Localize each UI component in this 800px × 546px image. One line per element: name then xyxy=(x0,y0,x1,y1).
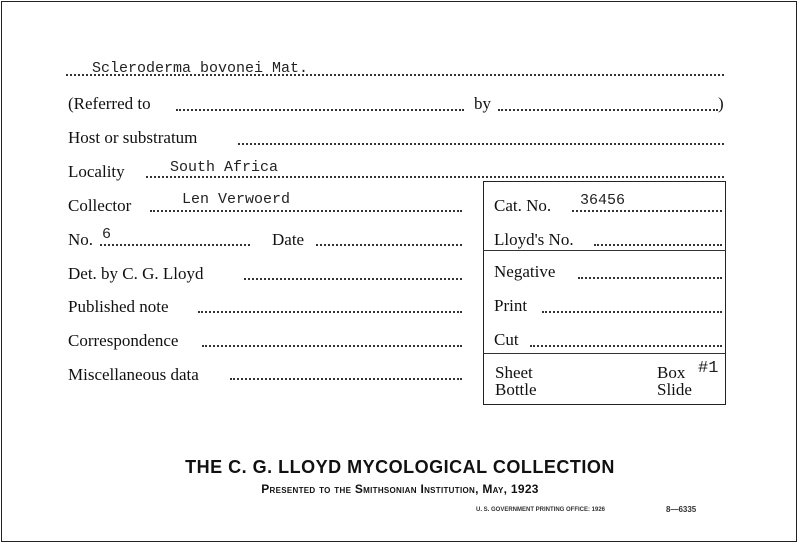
sheet-label: Sheet xyxy=(495,363,533,382)
slide-label: Slide xyxy=(657,380,692,399)
cat-no-line xyxy=(572,210,722,212)
negative-line xyxy=(578,277,722,279)
locality-label: Locality xyxy=(68,162,125,181)
number-label: No. xyxy=(68,230,94,249)
by-line xyxy=(498,109,718,111)
form-number: 8—6335 xyxy=(666,505,697,514)
print-label: Print xyxy=(494,296,528,315)
published-note-line xyxy=(198,311,462,313)
number-line xyxy=(100,244,250,246)
cat-no-value: 36456 xyxy=(580,192,626,209)
determined-by-label: Det. by C. G. Lloyd xyxy=(68,264,204,283)
species-name: Scleroderma bovonei Mat. xyxy=(92,60,309,77)
locality-value: South Africa xyxy=(170,159,279,176)
number-value: 6 xyxy=(102,226,112,243)
miscellaneous-label: Miscellaneous data xyxy=(68,365,199,384)
collector-line xyxy=(150,210,462,212)
referred-to-line xyxy=(176,109,464,111)
correspondence-label: Correspondence xyxy=(68,331,179,350)
collection-title: THE C. G. LLOYD MYCOLOGICAL COLLECTION xyxy=(185,457,615,477)
date-label: Date xyxy=(272,230,305,249)
referred-to-label: (Referred to xyxy=(68,94,151,113)
collector-label: Collector xyxy=(68,196,132,215)
determined-by-line xyxy=(244,278,462,280)
lloyds-no-line xyxy=(594,244,722,246)
negative-label: Negative xyxy=(494,262,556,281)
miscellaneous-line xyxy=(230,378,462,380)
by-label: by xyxy=(474,94,491,113)
species-line xyxy=(66,74,724,76)
lloyds-no-label: Lloyd's No. xyxy=(494,230,574,249)
box-label: Box xyxy=(657,363,686,382)
collector-value: Len Verwoerd xyxy=(182,191,291,208)
correspondence-line xyxy=(202,345,462,347)
bottle-label: Bottle xyxy=(495,380,537,399)
specimen-card xyxy=(1,1,797,542)
cut-line xyxy=(530,345,722,347)
locality-line xyxy=(146,176,724,178)
host-label: Host or substratum xyxy=(68,128,198,147)
printing-office-note: U. S. GOVERNMENT PRINTING OFFICE: 1926 xyxy=(476,507,606,513)
referred-close: ) xyxy=(718,94,724,113)
collection-subtitle: Presented to the Smithsonian Institution, May, 1923 xyxy=(261,482,539,496)
cut-label: Cut xyxy=(494,330,519,349)
published-note-label: Published note xyxy=(68,297,169,316)
box-number-value: #1 xyxy=(698,359,719,378)
host-line xyxy=(238,143,724,145)
print-line xyxy=(542,311,722,313)
catalog-box-divider-2 xyxy=(483,353,726,354)
cat-no-label: Cat. No. xyxy=(494,196,552,215)
date-line xyxy=(316,244,462,246)
catalog-box-divider-1 xyxy=(483,250,726,251)
